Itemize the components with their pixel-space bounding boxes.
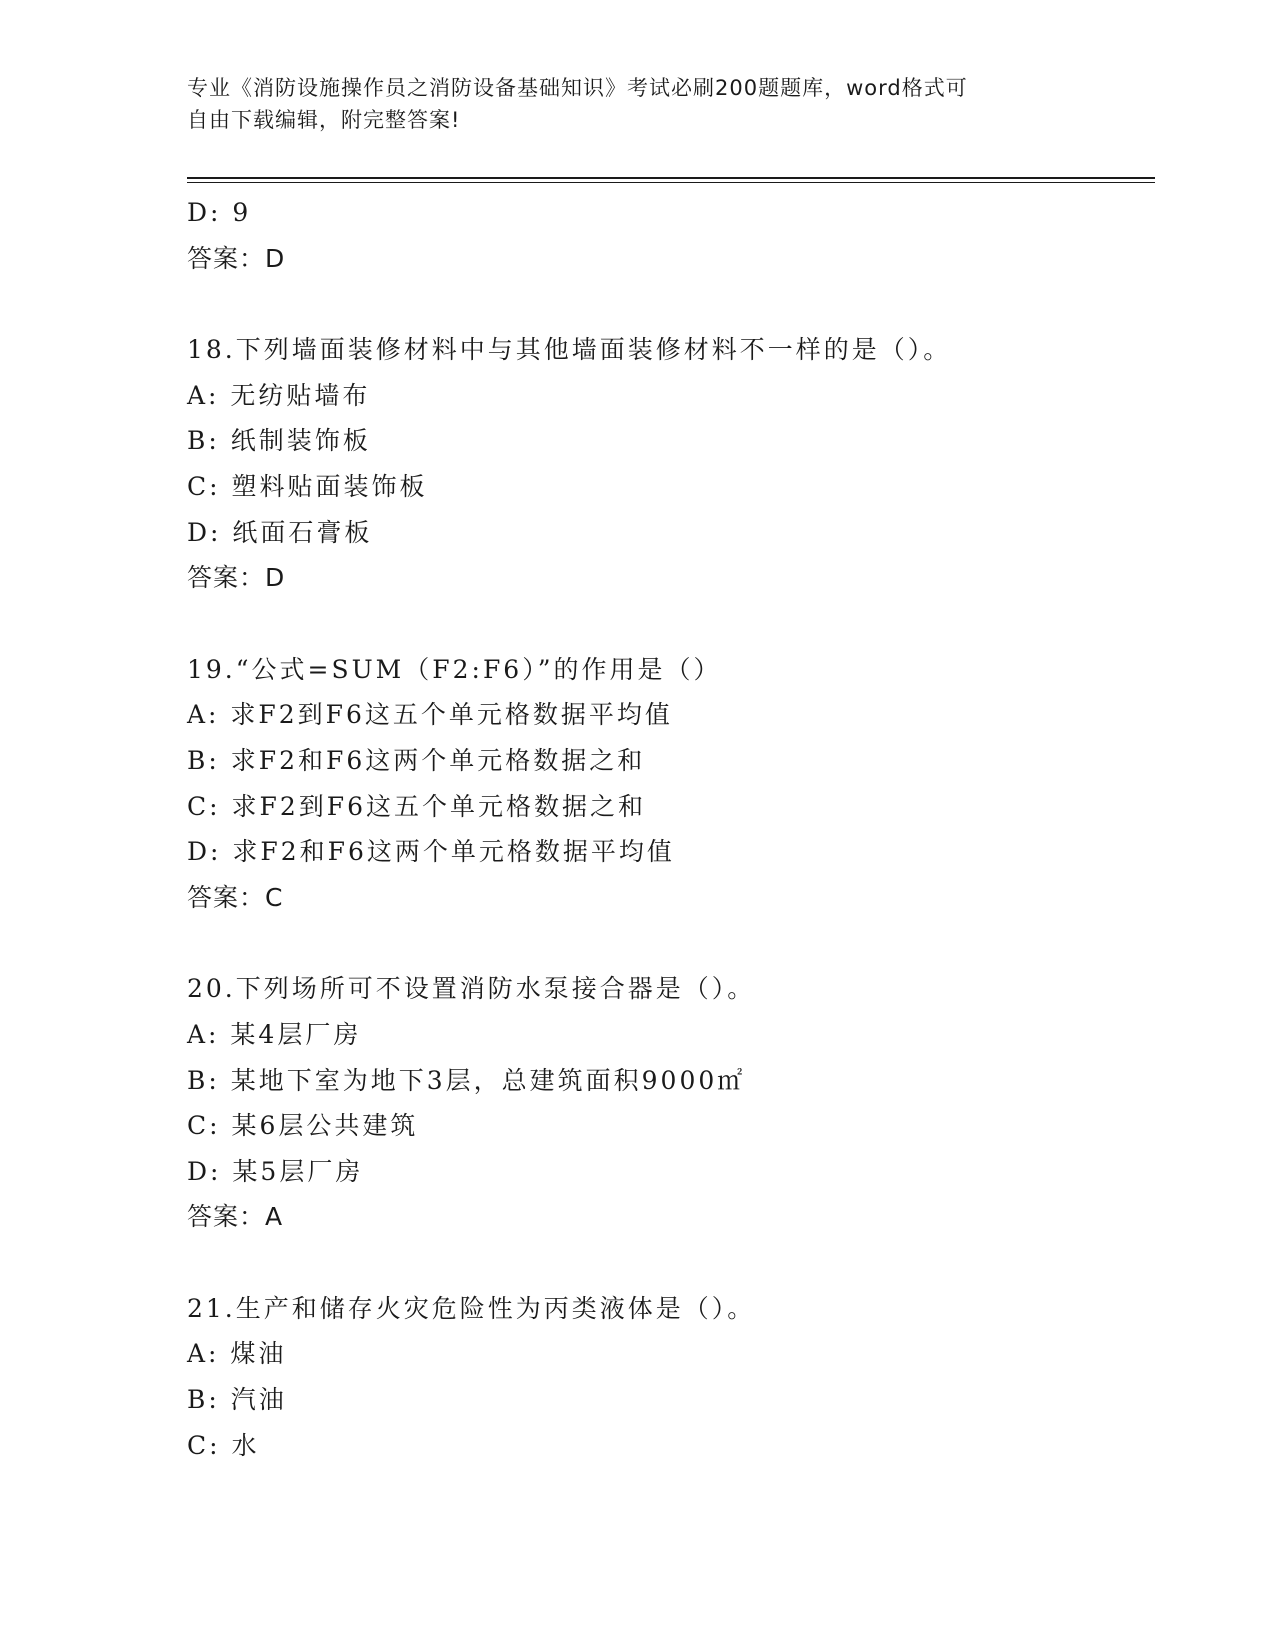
header-line-1: 专业《消防设施操作员之消防设备基础知识》考试必刷200题题库，word格式可	[187, 76, 968, 100]
answer: 答案：D	[187, 243, 286, 273]
spacer	[187, 920, 1147, 966]
option-d: D: 某5层厂房	[187, 1156, 364, 1186]
option-d: D: 纸面石膏板	[187, 517, 373, 547]
option-a: A: 煤油	[187, 1339, 287, 1369]
spacer	[187, 601, 1147, 647]
option-d: D: 9	[187, 198, 252, 227]
question-stem: 21.生产和储存火灾危险性为丙类液体是（）。	[187, 1293, 756, 1323]
answer: 答案：C	[187, 882, 284, 912]
document-header	[187, 72, 1067, 136]
question-stem: 18.下列墙面装修材料中与其他墙面装修材料不一样的是（）。	[187, 335, 952, 365]
option-b: B: 某地下室为地下3层，总建筑面积9000㎡	[187, 1065, 746, 1095]
header-line-2: 自由下载编辑，附完整答案!	[187, 108, 461, 132]
header-divider-thin	[187, 182, 1155, 183]
header-divider-thick	[187, 177, 1155, 179]
question-18	[187, 327, 1147, 601]
option-c: C: 塑料贴面装饰板	[187, 471, 428, 501]
option-d: D: 求F2和F6这两个单元格数据平均值	[187, 837, 675, 867]
question-stem: 19.“公式=SUM（F2:F6）”的作用是（）	[187, 654, 722, 684]
question-21	[187, 1286, 1147, 1468]
option-b: B: 求F2和F6这两个单元格数据之和	[187, 745, 646, 775]
spacer	[187, 281, 1147, 327]
question-19	[187, 647, 1147, 921]
option-a: A: 求F2到F6这五个单元格数据平均值	[187, 700, 673, 730]
answer: 答案：D	[187, 563, 286, 593]
question-20	[187, 966, 1147, 1240]
question-stem: 20.下列场所可不设置消防水泵接合器是（）。	[187, 974, 756, 1004]
option-c: C: 某6层公共建筑	[187, 1111, 419, 1141]
option-c: C: 水	[187, 1430, 260, 1460]
question-list	[187, 190, 1147, 1468]
answer: 答案：A	[187, 1202, 284, 1232]
option-b: B: 汽油	[187, 1385, 287, 1415]
option-c: C: 求F2到F6这五个单元格数据之和	[187, 791, 647, 821]
option-a: A: 某4层厂房	[187, 1019, 362, 1049]
spacer	[187, 1240, 1147, 1286]
option-b: B: 纸制装饰板	[187, 426, 371, 456]
question-17-tail	[187, 190, 1147, 281]
option-a: A: 无纺贴墙布	[187, 380, 371, 410]
